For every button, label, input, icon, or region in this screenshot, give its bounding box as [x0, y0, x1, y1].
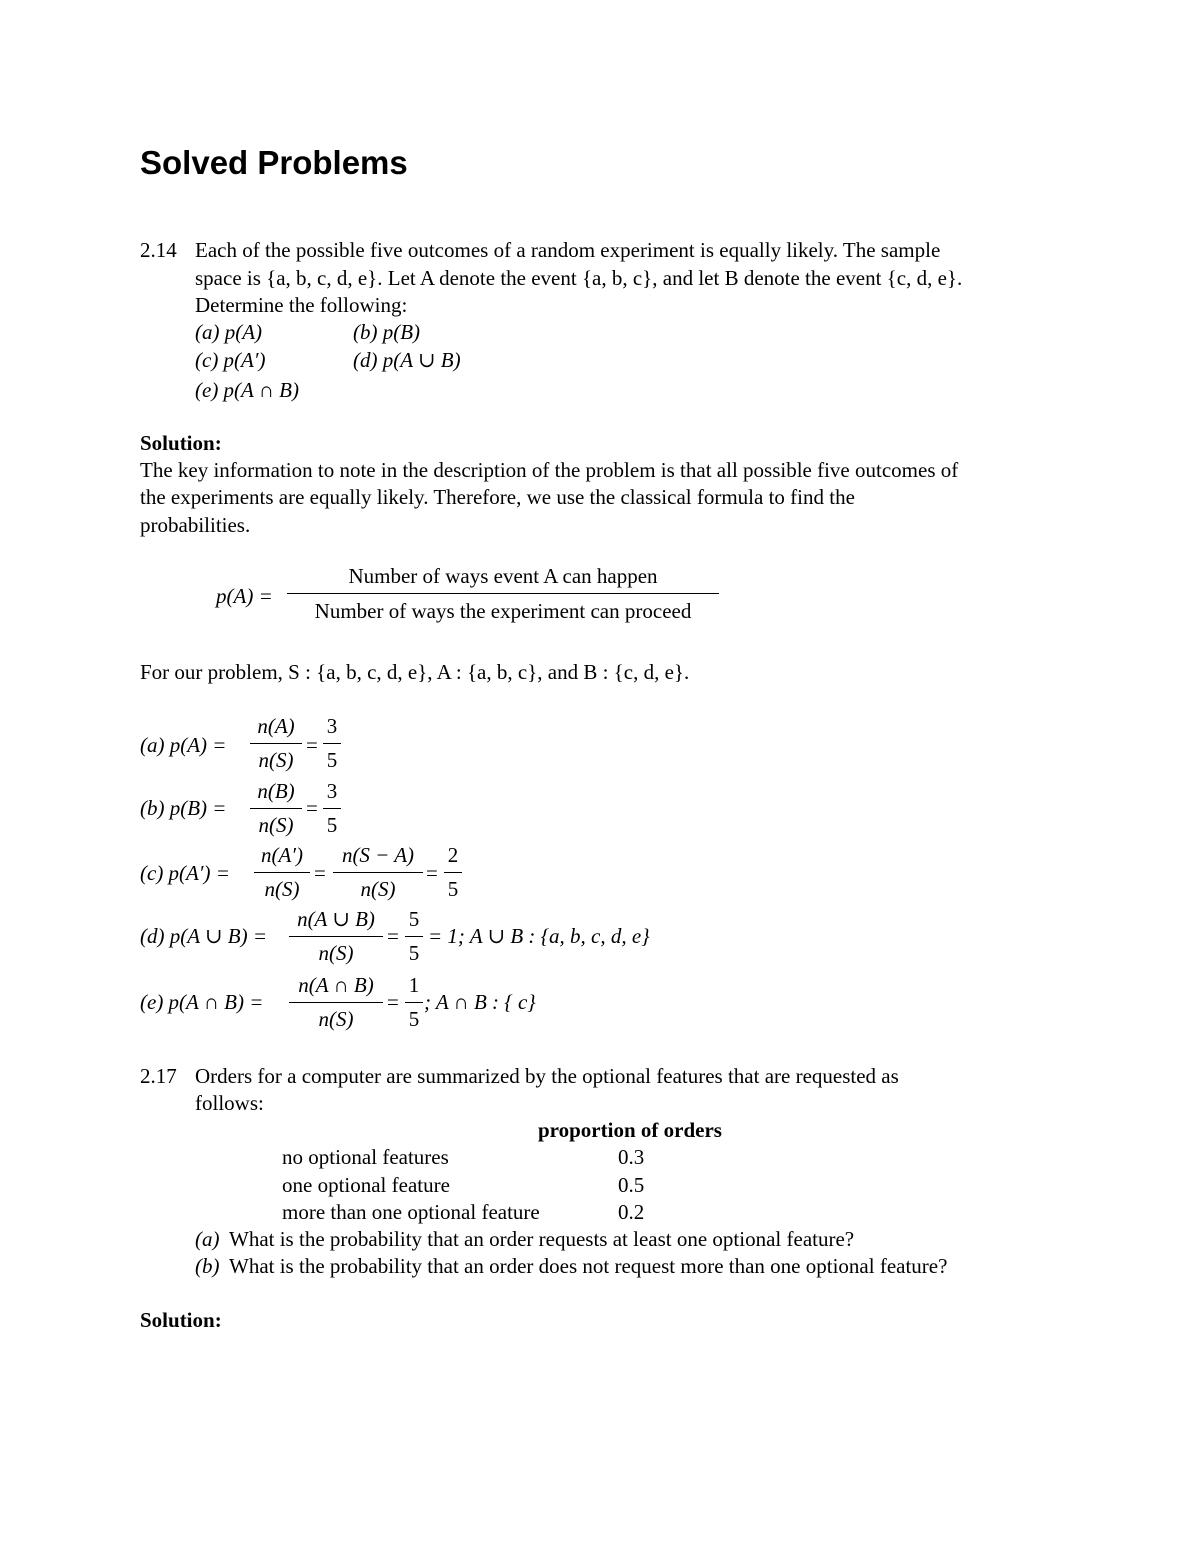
fraction-bar	[323, 743, 341, 744]
denominator: 5	[408, 941, 420, 965]
page-title: Solved Problems	[140, 144, 408, 181]
numerator: n(A)	[257, 714, 295, 738]
part-c-fraction-1	[254, 845, 310, 903]
part-a-fraction-1	[250, 716, 302, 774]
fraction-bar	[405, 1002, 423, 1003]
part-c-fraction-3	[444, 845, 462, 903]
part-e-fraction-1	[289, 975, 383, 1033]
denominator: n(S)	[258, 748, 294, 772]
denominator: 5	[408, 1007, 420, 1031]
problem-text-line: Each of the possible five outcomes of a random experiment is equally likely. The sample	[195, 238, 941, 262]
problem-part: (a) p(A)	[195, 320, 263, 344]
part-c-fraction-2	[333, 845, 423, 903]
numerator: 3	[326, 779, 338, 803]
fraction-bar	[250, 743, 302, 744]
solution-text-line: probabilities.	[140, 513, 251, 537]
part-b-fraction-1	[250, 781, 302, 839]
problem-part: (c) p(A′)	[195, 348, 266, 372]
sets-definition: For our problem, S : {a, b, c, d, e}, A : {a, b, c}, and B : {c, d, e}.	[140, 660, 690, 684]
part-c-lhs: (c) p(A′) =	[140, 861, 230, 885]
part-e-fraction-2	[405, 975, 423, 1033]
equals-sign: =	[387, 924, 399, 948]
numerator: n(B)	[257, 779, 295, 803]
problem-part: (b) p(B)	[353, 320, 421, 344]
problem-text-line: space is {a, b, c, d, e}. Let A denote the event {a, b, c}, and let B denote the event {c, d, e}.	[195, 266, 963, 290]
equals-sign: =	[387, 990, 399, 1014]
fraction-bar	[254, 872, 310, 873]
question-label: (b)	[195, 1254, 220, 1278]
fraction-bar	[287, 593, 719, 594]
formula-lhs: p(A) =	[216, 584, 273, 608]
numerator: n(A′)	[261, 843, 303, 867]
denominator: n(S)	[264, 877, 300, 901]
numerator: n(A ∩ B)	[298, 973, 374, 997]
part-d-result: = 1; A ∪ B : {a, b, c, d, e}	[428, 924, 650, 948]
table-header: proportion of orders	[538, 1118, 722, 1142]
formula-numerator: Number of ways event A can happen	[348, 564, 658, 588]
solution-label: Solution:	[140, 431, 222, 455]
fraction-bar	[289, 936, 383, 937]
denominator: n(S)	[258, 813, 294, 837]
numerator: n(A ∪ B)	[297, 907, 375, 931]
table-row-value: 0.5	[618, 1173, 645, 1197]
part-b-fraction-2	[323, 781, 341, 839]
equals-sign: =	[306, 796, 318, 820]
question-text: What is the probability that an order requests at least one optional feature?	[229, 1227, 855, 1251]
problem-text-line: follows:	[195, 1091, 264, 1115]
problem-number: 2.17	[140, 1064, 177, 1088]
part-d-lhs: (d) p(A ∪ B) =	[140, 924, 268, 948]
table-row-value: 0.2	[618, 1200, 645, 1224]
solution-text-line: The key information to note in the description of the problem is that all possible five outcomes of	[140, 458, 959, 482]
denominator: n(S)	[318, 1007, 354, 1031]
fraction-bar	[333, 872, 423, 873]
problem-part: (d) p(A ∪ B)	[353, 348, 461, 372]
equals-sign: =	[426, 861, 438, 885]
denominator: n(S)	[318, 941, 354, 965]
numerator: n(S − A)	[341, 843, 415, 867]
table-row-label: one optional feature	[282, 1173, 450, 1197]
part-e-result: ; A ∩ B : { c}	[424, 990, 536, 1014]
numerator: 2	[447, 843, 459, 867]
part-e-lhs: (e) p(A ∩ B) =	[140, 990, 264, 1014]
problem-text-line: Determine the following:	[195, 293, 408, 317]
denominator: 5	[447, 877, 459, 901]
numerator: 5	[408, 907, 420, 931]
question-label: (a)	[195, 1227, 220, 1251]
table-row-label: no optional features	[282, 1145, 449, 1169]
part-a-fraction-2	[323, 716, 341, 774]
fraction-bar	[444, 872, 462, 873]
denominator: n(S)	[360, 877, 396, 901]
denominator: 5	[326, 813, 338, 837]
part-d-fraction-1	[289, 909, 383, 967]
fraction-bar	[289, 1002, 383, 1003]
part-a-lhs: (a) p(A) =	[140, 733, 227, 757]
fraction-bar	[250, 808, 302, 809]
denominator: 5	[326, 748, 338, 772]
table-row-label: more than one optional feature	[282, 1200, 540, 1224]
numerator: 1	[408, 973, 420, 997]
part-d-fraction-2	[405, 909, 423, 967]
fraction-bar	[323, 808, 341, 809]
classical-formula-fraction	[287, 566, 719, 626]
equals-sign: =	[314, 861, 326, 885]
equals-sign: =	[306, 733, 318, 757]
formula-denominator: Number of ways the experiment can proceed	[314, 599, 692, 623]
fraction-bar	[405, 936, 423, 937]
solution-label: Solution:	[140, 1308, 222, 1332]
part-b-lhs: (b) p(B) =	[140, 796, 227, 820]
problem-number: 2.14	[140, 238, 177, 262]
numerator: 3	[326, 714, 338, 738]
problem-part: (e) p(A ∩ B)	[195, 378, 299, 402]
question-text: What is the probability that an order does not request more than one optional feature?	[229, 1254, 948, 1278]
solution-text-line: the experiments are equally likely. Therefore, we use the classical formula to find the	[140, 485, 855, 509]
table-row-value: 0.3	[618, 1145, 645, 1169]
problem-text-line: Orders for a computer are summarized by the optional features that are requested as	[195, 1064, 899, 1088]
